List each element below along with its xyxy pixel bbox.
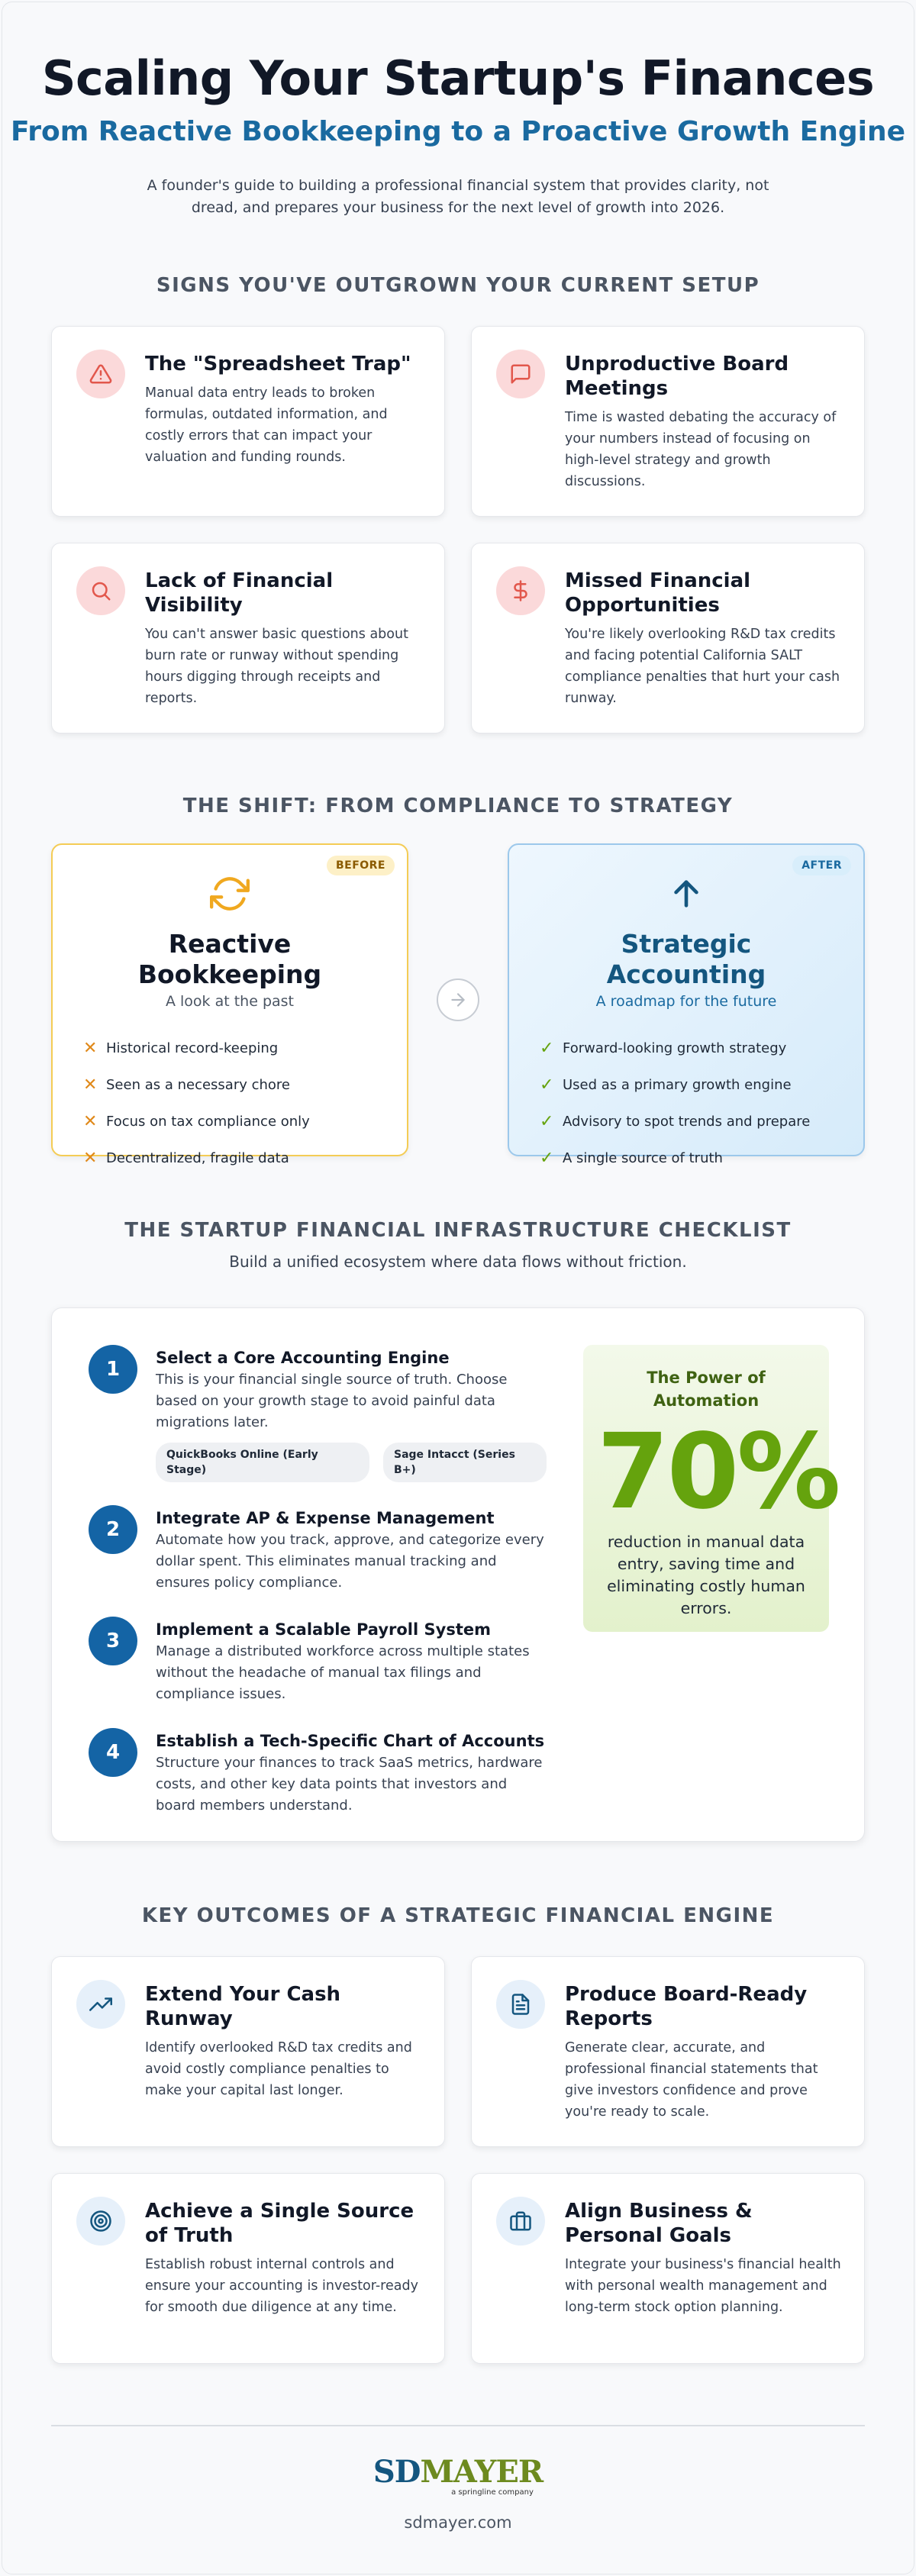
page-title: Scaling Your Startup's Finances (41, 50, 875, 106)
sign-card (51, 543, 445, 733)
card-text: Establish robust internal controls and ensure your accounting is investor-ready for smooth due diligence at any time. (145, 2257, 418, 2315)
list-item: ✓ Advisory to spot trends and prepare (540, 1111, 811, 1131)
page-subtitle: From Reactive Bookkeeping to a Proactive Growth Engine (10, 116, 906, 147)
step-text: This is your financial single source of truth. Choose based on your growth stage to avoid painful data migrations later. (156, 1372, 508, 1430)
automation-stat-box (583, 1345, 839, 1632)
tag-pill: Sage Intacct (Series B+) (383, 1443, 547, 1482)
step-text: Structure your finances to track SaaS metrics, hardware costs, and other key data points that investors and board members understand. (156, 1755, 543, 1814)
arrow-up-icon (540, 872, 833, 915)
before-subtitle: A look at the past (165, 993, 294, 1010)
card-text: Time is wasted debating the accuracy of your numbers instead of focusing on high-level strategy and growth discussions. (565, 410, 837, 489)
card-title: Unproductive Board Meetings (565, 353, 789, 400)
card-title: The "Spreadsheet Trap" (145, 353, 411, 376)
checklist-step (89, 1728, 547, 1817)
stat-description: reduction in manual data entry, saving time and eliminating costly human errors. (607, 1533, 805, 1617)
infographic-page (2, 2, 914, 2574)
x-mark-icon: ✕ (83, 1075, 98, 1095)
before-list (83, 1030, 376, 1176)
checklist-subtitle: Build a unified ecosystem where data flows without friction. (229, 1253, 687, 1271)
before-badge: BEFORE (327, 856, 395, 875)
step-text: Automate how you track, approve, and categorize every dollar spent. This eliminates manual tracking and ensures policy compliance. (156, 1532, 544, 1591)
after-list (540, 1030, 833, 1176)
step-title: Integrate AP & Expense Management (156, 1509, 495, 1527)
sign-card (51, 326, 445, 517)
step-title: Implement a Scalable Payroll System (156, 1620, 491, 1639)
outcome-card (51, 1956, 445, 2147)
outcomes-grid (51, 1956, 865, 2364)
list-item: ✓ A single source of truth (540, 1148, 723, 1168)
after-panel (508, 843, 865, 1168)
list-item: ✕ Focus on tax compliance only (83, 1111, 310, 1131)
chat-icon (496, 350, 545, 398)
step-text: Manage a distributed workforce across multiple states without the headache of manual tax filings and compliance issues. (156, 1643, 530, 1702)
signs-grid (51, 326, 865, 733)
footer-divider (51, 2425, 865, 2426)
dollar-icon (496, 566, 545, 615)
header (2, 2, 914, 219)
document-icon (496, 1980, 545, 2029)
card-text: You're likely overlooking R&D tax credits and facing potential California SALT compliance penalties that hurt your cash runway. (565, 627, 840, 706)
after-subtitle: A roadmap for the future (595, 993, 777, 1010)
card-text: Manual data entry leads to broken formulas, outdated information, and costly errors that can impact your valuation and funding rounds. (145, 385, 388, 465)
check-icon: ✓ (540, 1148, 554, 1168)
warning-icon (76, 350, 125, 398)
list-item: ✕ Historical record-keeping (83, 1038, 279, 1058)
step-title: Select a Core Accounting Engine (156, 1349, 450, 1367)
list-item: ✓ Used as a primary growth engine (540, 1075, 792, 1095)
shift-heading: THE SHIFT: FROM COMPLIANCE TO STRATEGY (182, 795, 734, 817)
after-badge: AFTER (792, 856, 851, 875)
card-title: Produce Board-Ready Reports (565, 1983, 808, 2030)
list-item: ✕ Seen as a necessary chore (83, 1075, 290, 1095)
sign-card (471, 543, 865, 733)
trend-up-icon (76, 1980, 125, 2029)
sign-card (471, 326, 865, 517)
step-tags (156, 1443, 547, 1482)
target-icon (76, 2197, 125, 2246)
card-title: Align Business & Personal Goals (565, 2200, 753, 2247)
checklist-heading: THE STARTUP FINANCIAL INFRASTRUCTURE CHECKLIST (124, 1219, 792, 1242)
checklist-step (89, 1505, 547, 1594)
refresh-icon (83, 872, 376, 915)
tag-pill: QuickBooks Online (Early Stage) (156, 1443, 369, 1482)
stat-label: The Power of Automation (647, 1369, 766, 1410)
x-mark-icon: ✕ (83, 1148, 98, 1168)
logo-wordmark: SDMAYER (373, 2454, 543, 2490)
check-icon: ✓ (540, 1038, 554, 1058)
step-title: Establish a Tech-Specific Chart of Accounts (156, 1732, 545, 1750)
outcome-card (471, 1956, 865, 2147)
stat-value: 70% (597, 1412, 839, 1533)
intro-text: A founder's guide to building a professional financial system that provides clarity, not dread, and prepares your business for the next level of growth into 2026. (147, 177, 769, 216)
list-item: ✕ Decentralized, fragile data (83, 1148, 289, 1168)
checklist-steps (89, 1345, 547, 1814)
company-logo[interactable] (2, 2454, 914, 2497)
outcome-card (471, 2173, 865, 2364)
card-text: Integrate your business's financial health with personal wealth management and long-term stock option planning. (565, 2257, 841, 2315)
card-title: Lack of Financial Visibility (145, 569, 334, 617)
arrow-right-icon (437, 978, 479, 1021)
logo-tagline: a springline company (451, 2488, 534, 2497)
after-title: Strategic Accounting (606, 929, 766, 989)
card-title: Extend Your Cash Runway (145, 1983, 341, 2030)
before-panel (51, 843, 408, 1168)
before-title: Reactive Bookkeeping (137, 929, 322, 989)
step-number: 2 (89, 1505, 137, 1554)
x-mark-icon: ✕ (83, 1111, 98, 1131)
signs-heading: SIGNS YOU'VE OUTGROWN YOUR CURRENT SETUP (156, 274, 760, 297)
card-text: Generate clear, accurate, and professional financial statements that give investors confidence and prove you're ready to scale. (565, 2040, 818, 2120)
card-title: Missed Financial Opportunities (565, 569, 751, 617)
x-mark-icon: ✕ (83, 1038, 98, 1058)
check-icon: ✓ (540, 1075, 554, 1095)
checklist-step (89, 1617, 547, 1705)
card-text: Identify overlooked R&D tax credits and avoid costly compliance penalties to make your capital last longer. (145, 2040, 412, 2098)
website-link[interactable]: sdmayer.com (404, 2513, 512, 2532)
checklist-step (89, 1345, 547, 1482)
briefcase-icon (496, 2197, 545, 2246)
list-item: ✓ Forward-looking growth strategy (540, 1038, 787, 1058)
search-icon (76, 566, 125, 615)
card-text: You can't answer basic questions about burn rate or runway without spending hours digging through receipts and reports. (145, 627, 408, 706)
card-title: Achieve a Single Source of Truth (145, 2200, 414, 2247)
outcomes-heading: KEY OUTCOMES OF A STRATEGIC FINANCIAL ENGINE (141, 1904, 775, 1927)
step-number: 4 (89, 1728, 137, 1777)
outcome-card (51, 2173, 445, 2364)
check-icon: ✓ (540, 1111, 554, 1131)
checklist-card (51, 1307, 865, 1842)
step-number: 3 (89, 1617, 137, 1665)
step-number: 1 (89, 1345, 137, 1394)
shift-comparison (51, 843, 865, 1168)
